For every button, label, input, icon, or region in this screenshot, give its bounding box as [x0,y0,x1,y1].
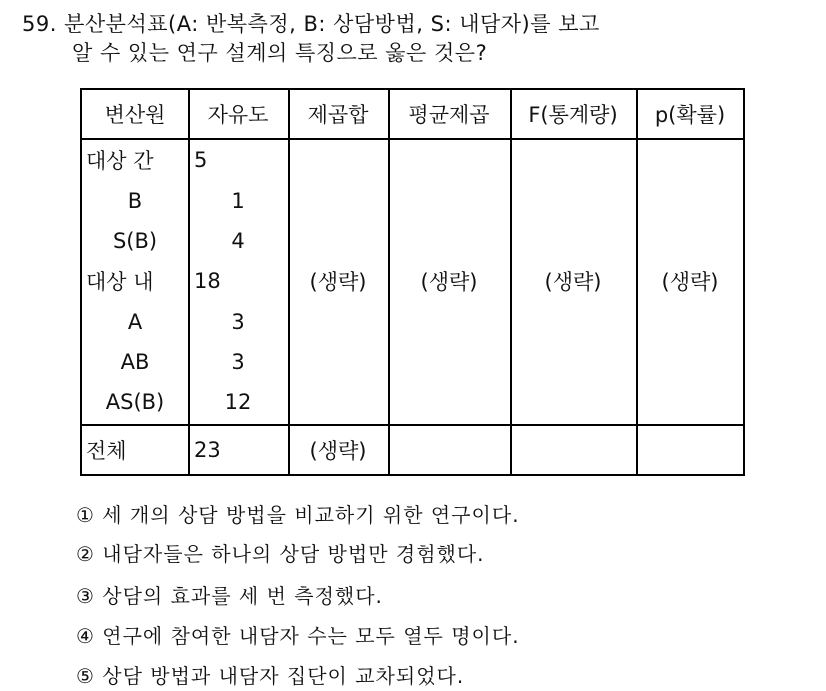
row-source: 대상 내 [86,270,154,294]
question-line-2: 알 수 있는 연구 설계의 특징으로 옳은 것은? [72,41,488,65]
total-source: 전체 [86,439,127,463]
row-source: AS(B) [105,390,165,414]
header-ms: 평균제곱 [408,103,490,127]
row-df: 12 [224,390,252,414]
row-source: A [127,310,143,334]
option-2[interactable]: ② 내담자들은 하나의 상담 방법만 경험했다. [76,542,485,566]
header-ss: 제곱합 [307,103,369,127]
omitted-ms: (생략) [420,270,478,294]
omitted-f: (생략) [544,270,602,294]
row-source: S(B) [112,229,158,253]
row-df: 1 [231,189,245,213]
row-df: 3 [231,350,245,374]
row-source: B [127,189,143,213]
option-4[interactable]: ④ 연구에 참여한 내담자 수는 모두 열두 명이다. [76,624,520,648]
header-p: p(확률) [654,103,726,127]
total-df: 23 [194,438,221,462]
question-text: 분산분석표(A: 반복측정, B: 상담방법, S: 내담자)를 보고 [64,12,600,36]
row-df: 5 [194,148,208,172]
option-5[interactable]: ⑤ 상담 방법과 내담자 집단이 교차되었다. [76,664,465,688]
row-source: AB [120,350,150,374]
header-f: F(통계량) [528,103,618,127]
total-ss: (생략) [309,439,367,463]
option-3[interactable]: ③ 상담의 효과를 세 번 측정했다. [76,584,383,608]
omitted-p: (생략) [661,270,719,294]
omitted-ss: (생략) [309,270,367,294]
header-df: 자유도 [207,103,269,127]
row-df: 18 [194,269,221,293]
row-df: 3 [231,310,245,334]
row-source: 대상 간 [86,149,154,173]
option-1[interactable]: ① 세 개의 상담 방법을 비교하기 위한 연구이다. [76,503,520,527]
header-source: 변산원 [104,103,166,127]
anova-table [80,88,745,476]
row-df: 4 [231,229,245,253]
question-line-1 [22,8,600,38]
question-number: 59. [22,12,57,36]
